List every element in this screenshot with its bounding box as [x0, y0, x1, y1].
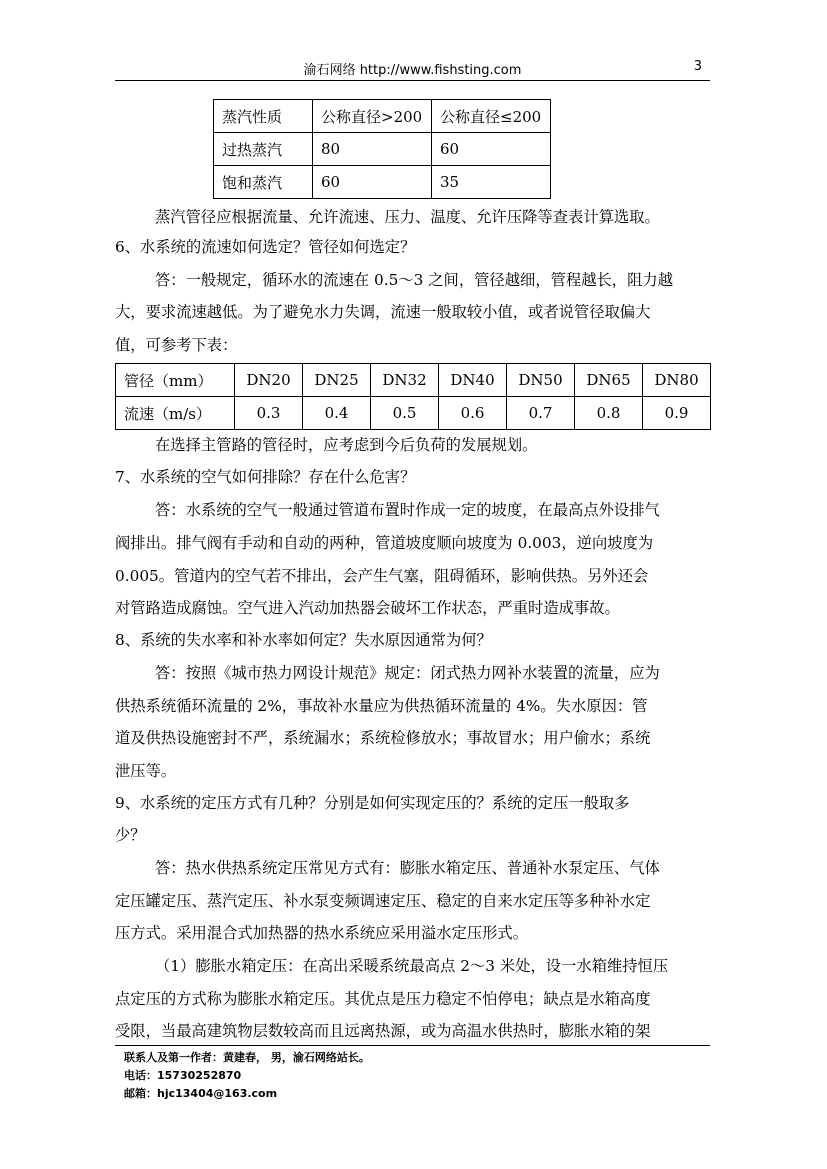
question-9: 9、水系统的定压方式有几种？分别是如何实现定压的？系统的定压一般取多 — [115, 794, 630, 812]
paragraph-line: 大，要求流速越低。为了避免水力失调，流速一般取较小值，或者说管径取偏大 — [115, 303, 651, 321]
header-site: 渝石网络 http://www.fishsting.com — [303, 63, 522, 78]
table-cell: 0.6 — [439, 397, 507, 430]
table-cell: 0.5 — [371, 397, 439, 430]
table-row — [214, 166, 551, 199]
table-cell: 35 — [432, 166, 551, 199]
table-cell: 0.7 — [507, 397, 575, 430]
paragraph-line: 泄压等。 — [115, 762, 177, 780]
table-cell: 蒸汽性质 — [214, 100, 313, 133]
paragraph-line: 压方式。采用混合式加热器的热水系统应采用溢水定压形式。 — [115, 924, 529, 942]
table-cell: 60 — [313, 166, 432, 199]
paragraph-line: 值，可参考下表： — [115, 336, 238, 354]
paragraph-line: 道及供热设施密封不严，系统漏水；系统检修放水；事故冒水；用户偷水；系统 — [115, 729, 651, 747]
paragraph-line: （1）膨胀水箱定压：在高出采暖系统最高点 2～3 米处，设一水箱维持恒压 — [155, 957, 669, 975]
table-row — [116, 397, 711, 430]
paragraph-line: 蒸汽管径应根据流量、允许流速、压力、温度、允许压降等查表计算选取。 — [155, 208, 660, 226]
paragraph-line: 阀排出。排气阀有手动和自动的两种，管道坡度顺向坡度为 0.003，逆向坡度为 — [115, 534, 654, 552]
page-number: 3 — [693, 59, 702, 74]
footer-email: 邮箱：hjc13404@163.com — [124, 1087, 278, 1100]
table-cell: 饱和蒸汽 — [214, 166, 313, 199]
paragraph-line: 答：水系统的空气一般通过管道布置时作成一定的坡度，在最高点外设排气 — [155, 501, 660, 519]
footer-contact: 联系人及第一作者：黄建春， 男，渝石网络站长。 — [124, 1051, 370, 1064]
paragraph-line: 少？ — [115, 826, 146, 844]
table-cell: 过热蒸汽 — [214, 133, 313, 166]
table-row — [116, 364, 711, 397]
table-cell: 流速（m/s） — [116, 397, 235, 430]
table-cell: DN65 — [575, 364, 643, 397]
table-cell: 管径（mm） — [116, 364, 235, 397]
table-cell: DN20 — [235, 364, 303, 397]
table-row — [214, 100, 551, 133]
table-cell: DN40 — [439, 364, 507, 397]
paragraph-line: 供热系统循环流量的 2%，事故补水量应为供热循环流量的 4%。失水原因：管 — [115, 697, 648, 715]
page-header — [115, 58, 710, 81]
paragraph-line: 在选择主管路的管径时，应考虑到今后负荷的发展规划。 — [155, 436, 538, 454]
table-cell: DN25 — [303, 364, 371, 397]
footer-divider — [115, 1045, 710, 1046]
table-cell: DN32 — [371, 364, 439, 397]
paragraph-line: 受限，当最高建筑物层数较高而且远离热源，或为高温水供热时，膨胀水箱的架 — [115, 1022, 651, 1040]
paragraph-line: 0.005。管道内的空气若不排出，会产生气塞，阻碍循环，影响供热。另外还会 — [115, 567, 649, 585]
table-cell: DN50 — [507, 364, 575, 397]
paragraph-line: 答：热水供热系统定压常见方式有：膨胀水箱定压、普通补水泵定压、气体 — [155, 859, 660, 877]
question-7: 7、水系统的空气如何排除？存在什么危害？ — [115, 468, 416, 486]
table-cell: 0.4 — [303, 397, 371, 430]
paragraph-line: 定压罐定压、蒸汽定压、补水泵变频调速定压、稳定的自来水定压等多种补水定 — [115, 892, 651, 910]
table-row — [214, 133, 551, 166]
table-cell: 公称直径>200 — [313, 100, 432, 133]
paragraph-line: 答：一般规定，循环水的流速在 0.5～3 之间，管径越细，管程越长，阻力越 — [155, 271, 673, 289]
question-6: 6、水系统的流速如何选定？管径如何选定？ — [115, 238, 416, 256]
steam-velocity-table — [213, 99, 551, 199]
footer-phone: 电话：15730252870 — [124, 1069, 242, 1082]
table-cell: 0.3 — [235, 397, 303, 430]
pipe-flow-table — [115, 363, 711, 430]
table-cell: 0.9 — [643, 397, 711, 430]
paragraph-line: 点定压的方式称为膨胀水箱定压。其优点是压力稳定不怕停电；缺点是水箱高度 — [115, 990, 651, 1008]
table-cell: 80 — [313, 133, 432, 166]
paragraph-line: 对管路造成腐蚀。空气进入汽动加热器会破坏工作状态，严重时造成事故。 — [115, 599, 620, 617]
paragraph-line: 答：按照《城市热力网设计规范》规定：闭式热力网补水装置的流量，应为 — [155, 664, 660, 682]
table-cell: DN80 — [643, 364, 711, 397]
table-cell: 60 — [432, 133, 551, 166]
table-cell: 0.8 — [575, 397, 643, 430]
question-8: 8、系统的失水率和补水率如何定？失水原因通常为何？ — [115, 631, 492, 649]
table-cell: 公称直径≤200 — [432, 100, 551, 133]
